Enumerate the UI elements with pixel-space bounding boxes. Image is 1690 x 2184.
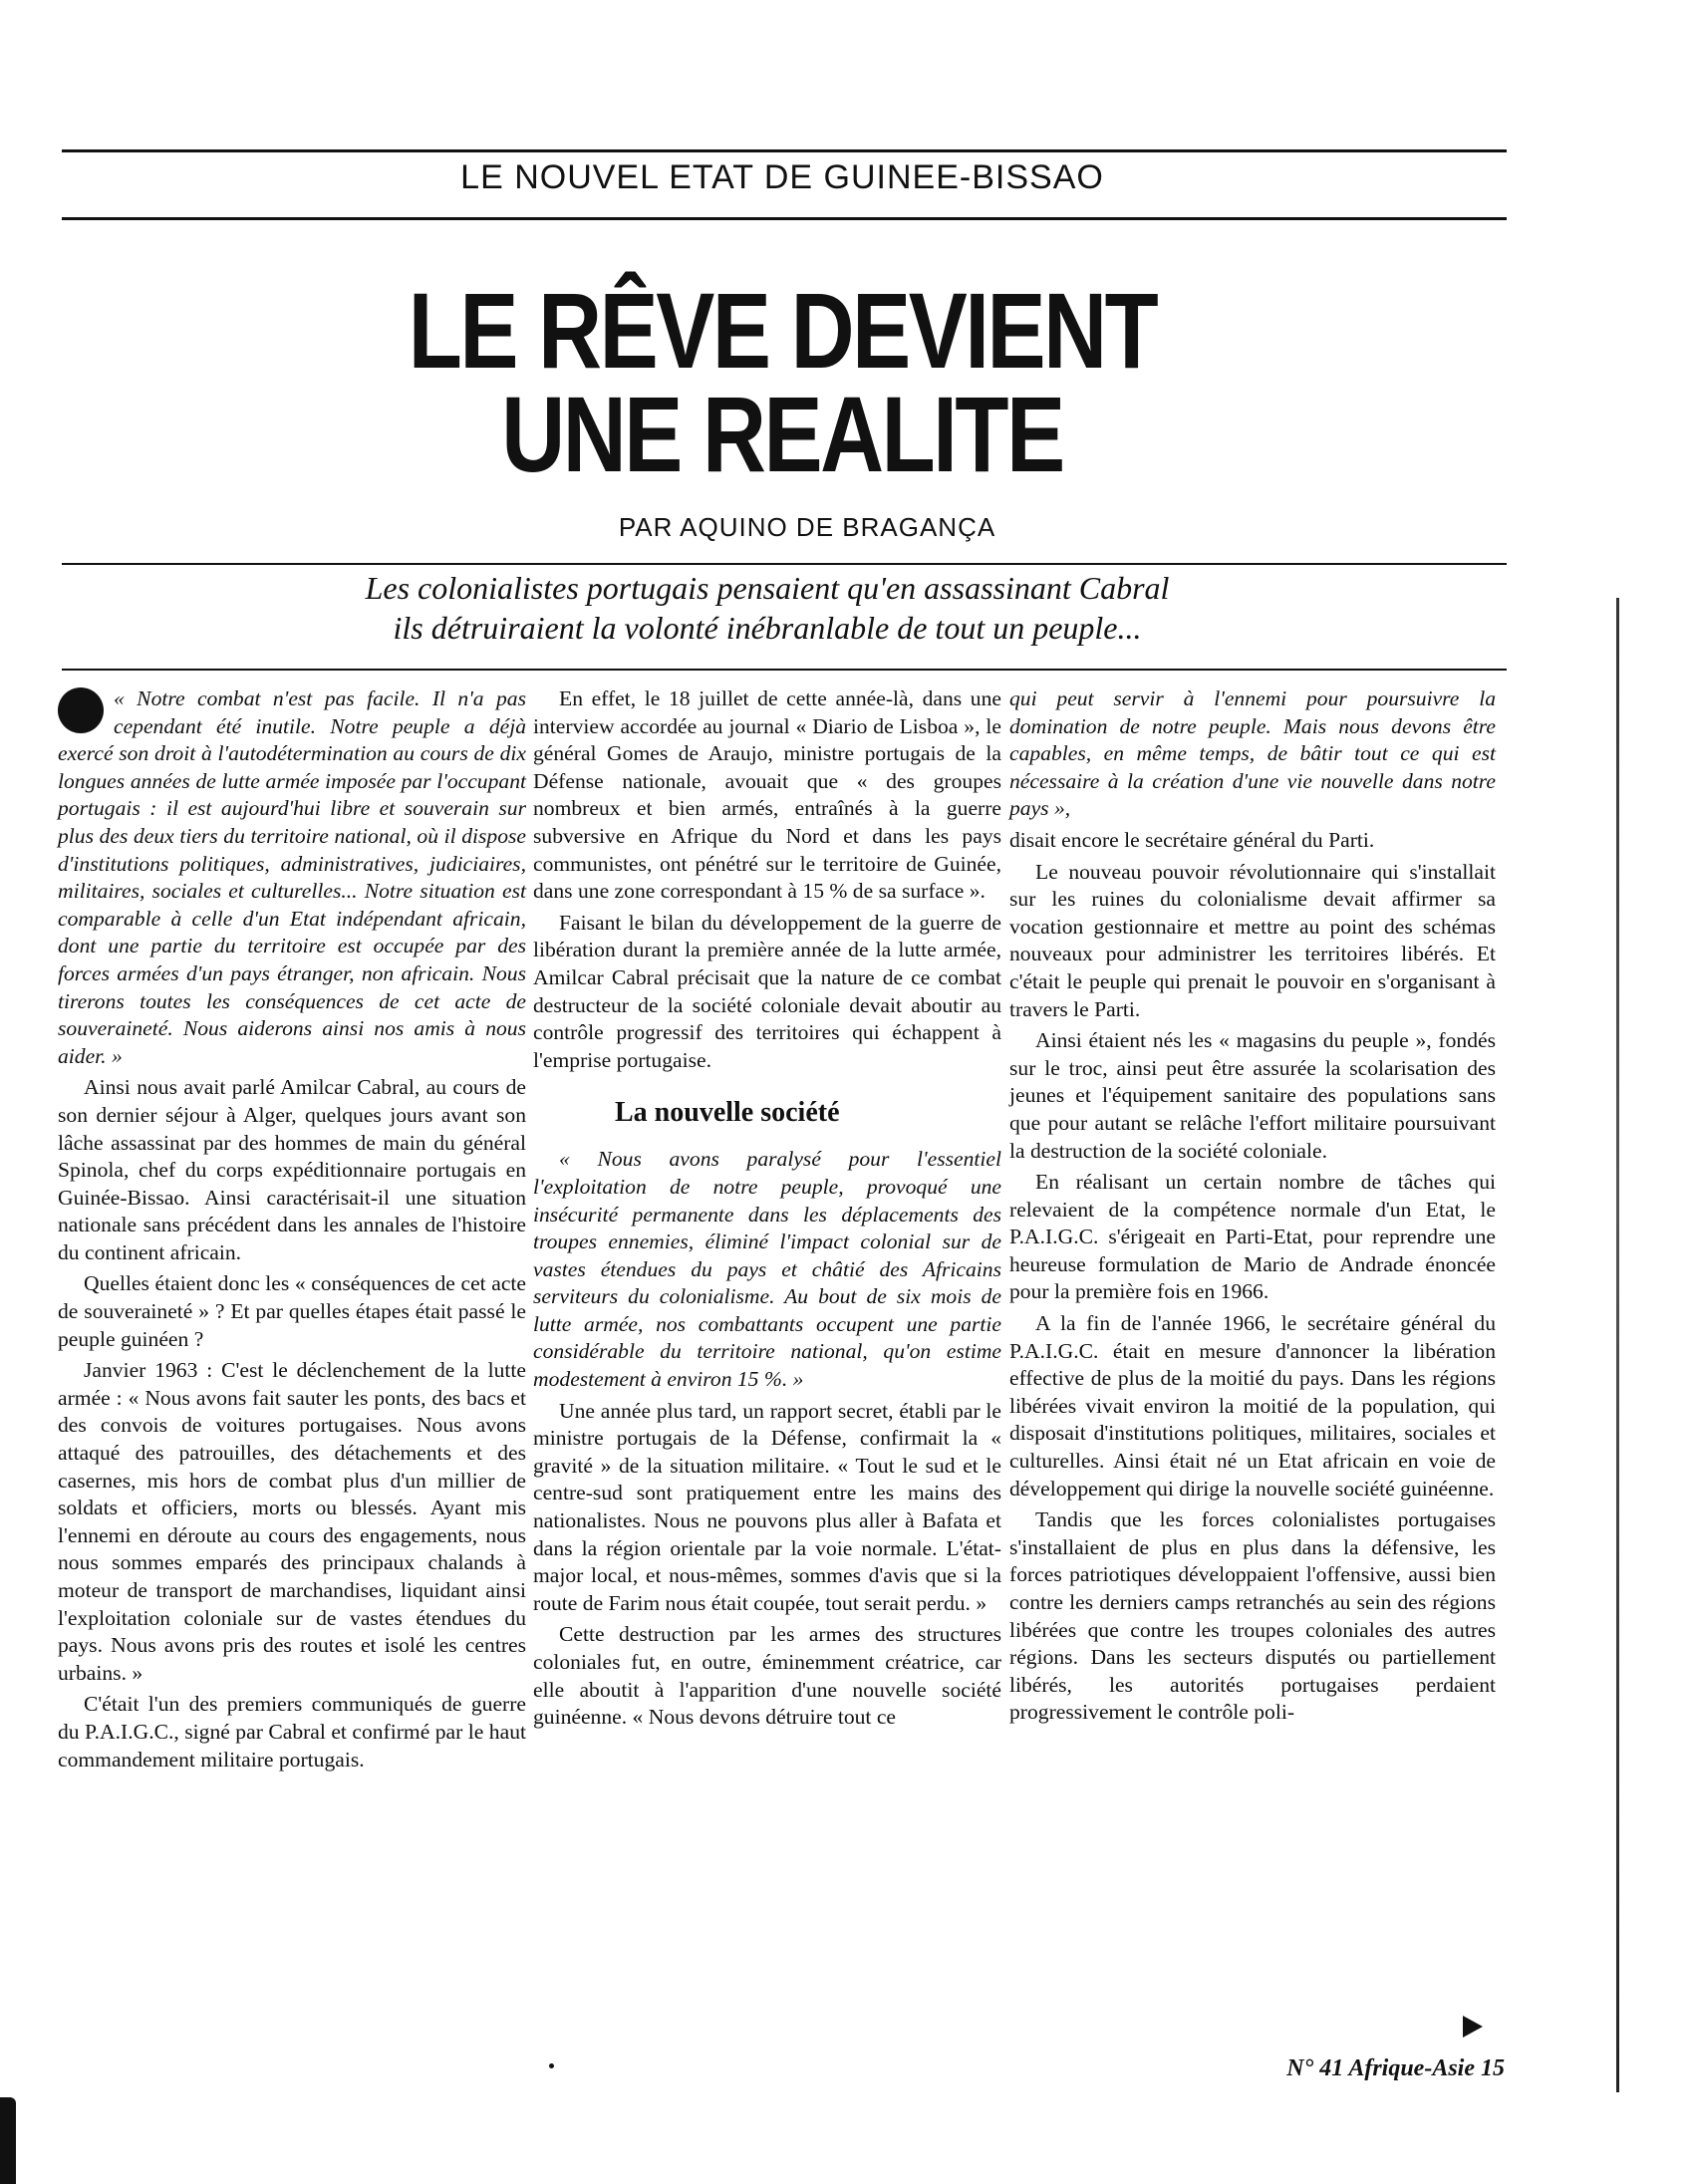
paragraph: Le nouveau pouvoir révolutionnaire qui s'installait sur les ruines du colonialisme devait affirmer sa vocation gestionnaire et mettre au point des schémas nouveaux pour administrer les territoires libérés. Et c'était le peuple qui prenait le pouvoir en s'organisant à travers le Parti. xyxy=(1009,859,1496,1021)
standfirst-line-1: Les colonialistes portugais pensaient qu'en assassinant Cabral xyxy=(365,570,1170,606)
byline: PAR AQUINO DE BRAGANÇA xyxy=(618,512,996,542)
paragraph: En effet, le 18 juillet de cette année-là, dans une interview accordée au journal « Diario de Lisboa », le général Gomes de Araujo, ministre portugais de la Défense nationale, avouait que « des groupes nombreux et bien armés, entraînés à la guerre subversive en Afrique du Nord et dans les pays communistes, ont pénétré sur le territoire de Guinée, dans une zone correspondant à 15 % de sa surface ». xyxy=(533,686,1001,904)
top-rule-upper xyxy=(62,149,1507,152)
paragraph: C'était l'un des premiers communiqués de guerre du P.A.I.G.C., signé par Cabral et confirmé par le haut commandement militaire portugais. xyxy=(58,1692,526,1772)
article-column-3 xyxy=(1009,685,1496,1731)
standfirst-line-2: ils détruiraient la volonté inébranlable de tout un peuple... xyxy=(393,610,1142,646)
page-edge-mark xyxy=(0,2097,16,2184)
paragraph: qui peut servir à l'ennemi pour poursuivre la domination de notre peuple. Mais nous devons être capables, en même temps, de bâtir tout ce qui est nécessaire à la création d'une vie nouvelle dans notre pays », xyxy=(1009,686,1496,821)
print-speck xyxy=(549,2063,554,2068)
paragraph: Ainsi étaient nés les « magasins du peuple », fondés sur le troc, ainsi peut être assurée la scolarisation des jeunes et l'équipement sanitaire des populations sans que pour autant se relâche l'effort militaire poursuivant la destruction de la société coloniale. xyxy=(1009,1028,1496,1163)
paragraph: Ainsi nous avait parlé Amilcar Cabral, au cours de son dernier séjour à Alger, quelques jours avant son lâche assassinat par des hommes de main du général Spinola, chef du corps expéditionnaire portugais en Guinée-Bissao. Ainsi caractérisait-il une situation nationale sans précédent dans les annales de l'histoire du continent africain. xyxy=(58,1075,526,1264)
continue-arrow-icon xyxy=(1463,2016,1483,2038)
standfirst-rule-bottom xyxy=(62,669,1507,671)
paragraph: Cette destruction par les armes des structures coloniales fut, en outre, éminemment créatrice, car elle aboutit à l'apparition d'une nouvelle société guinéenne. « Nous devons détruire tout ce xyxy=(533,1622,1001,1730)
paragraph: A la fin de l'année 1966, le secrétaire général du P.A.I.G.C. était en mesure d'annoncer la libération effective de plus de la moitié du pays. Dans les régions libérées vivait environ la moitié de la population, qui disposait d'institutions politiques, militaires, sociales et culturelles. Ainsi était né un Etat africain en voie de développement qui dirige la nouvelle société guinéenne. xyxy=(1009,1311,1496,1501)
headline-line-1: LE RÊVE DEVIENT xyxy=(408,270,1157,391)
paragraph: En réalisant un certain nombre de tâches qui relevaient de la compétence normale d'un Etat, le P.A.I.G.C. s'érigeait en Parti-Etat, pour reprendre une heureuse formulation de Mario de Andrade énoncée pour la première fois en 1966. xyxy=(1009,1170,1496,1304)
subheading: La nouvelle société xyxy=(615,1097,840,1129)
paragraph: Une année plus tard, un rapport secret, établi par le ministre portugais de la Défense, confirmait la « gravité » de la situation militaire. « Tout le sud et le centre-sud sont pratiquement entre les mains des nationalistes. Nous ne pouvons plus aller à Bafata et dans la région orientale par la voie normale. L'état-major local, et nous-mêmes, sommes d'avis que si la route de Farim nous était coupée, tout serait perdu. » xyxy=(533,1398,1001,1615)
paragraph: Faisant le bilan du développement de la guerre de libération durant la première année de la lutte armée, Amilcar Cabral précisait que la nature de ce combat destructeur de la société coloniale devait aboutir au contrôle progressif des territoires qui échappent à l'emprise portugaise. xyxy=(533,910,1001,1072)
headline xyxy=(345,270,1219,494)
article-column-1 xyxy=(58,685,526,1777)
top-rule-lower xyxy=(62,217,1507,220)
paragraph: disait encore le secrétaire général du Parti. xyxy=(1009,827,1375,852)
page-footer: N° 41 Afrique-Asie 15 xyxy=(1286,2055,1505,2081)
article-column-2 xyxy=(533,685,1001,1736)
paragraph: Quelles étaient donc les « conséquences de cet acte de souveraineté » ? Et par quelles étapes était passé le peuple guinéen ? xyxy=(58,1271,526,1351)
paragraph: Tandis que les forces colonialistes portugaises s'installaient de plus en plus dans la défensive, les forces patriotiques développaient l'offensive, aussi bien contre les derniers camps retranchés au sein des régions libérées que contre les troupes coloniales des autres régions. Dans les secteurs disputés ou partiellement libérés, les autorités portugaises perdaient progressivement le contrôle poli- xyxy=(1009,1507,1496,1725)
standfirst xyxy=(179,568,1355,648)
standfirst-rule-top xyxy=(62,563,1507,565)
page-spine-shadow xyxy=(1616,598,1619,2092)
paragraph: « Nous avons paralysé pour l'essentiel l'exploitation de notre peuple, provoqué une insécurité permanente dans les déplacements des troupes ennemies, éliminé l'impact colonial sur de vastes étendues du pays et châtié des Africains serviteurs du colonialisme. Au bout de six mois de lutte armée, nos combattants occupent une partie considérable du territoire national, qu'on estime modestement à environ 15 %. » xyxy=(533,1147,1001,1392)
paragraph: Janvier 1963 : C'est le déclenchement de la lutte armée : « Nous avons fait sauter les ponts, des bacs et des convois de voitures portugaises. Nous avons attaqué des patrouilles, des détachements et des casernes, mis hors de combat plus d'un millier de soldats et officiers, morts ou blessés. Ayant mis l'ennemi en déroute au cours des engagements, nous nous sommes emparés des principaux chalands à moteur de transport de marchandises, liquidant ainsi l'exploitation coloniale sur de vastes étendues du pays. Nous avons pris des routes et isolé les centres urbains. » xyxy=(58,1358,526,1685)
section-rubric: LE NOUVEL ETAT DE GUINEE-BISSAO xyxy=(460,158,1104,196)
headline-line-2: UNE REALITE xyxy=(501,374,1063,494)
paragraph-text: « Notre combat n'est pas facile. Il n'a pas cependant été inutile. Notre peuple a déjà exercé son droit à l'autodétermination au cours de dix longues années de lutte armée imposée par l'occupant portugais : il est aujourd'hui libre et souverain sur plus des deux tiers du territoire national, où il dispose d'institutions politiques, administratives, judiciaires, militaires, sociales et culturelles... Notre situation est comparable à celle d'un Etat indépendant africain, dont une partie du territoire est occupée par des forces armées d'un pays étranger, non africain. Nous tirerons toutes les conséquences de cet acte de souveraineté. Nous aiderons ainsi nos amis à nous aider. » xyxy=(58,686,526,1068)
paragraph xyxy=(58,685,526,1070)
drop-dot-icon xyxy=(58,687,104,733)
